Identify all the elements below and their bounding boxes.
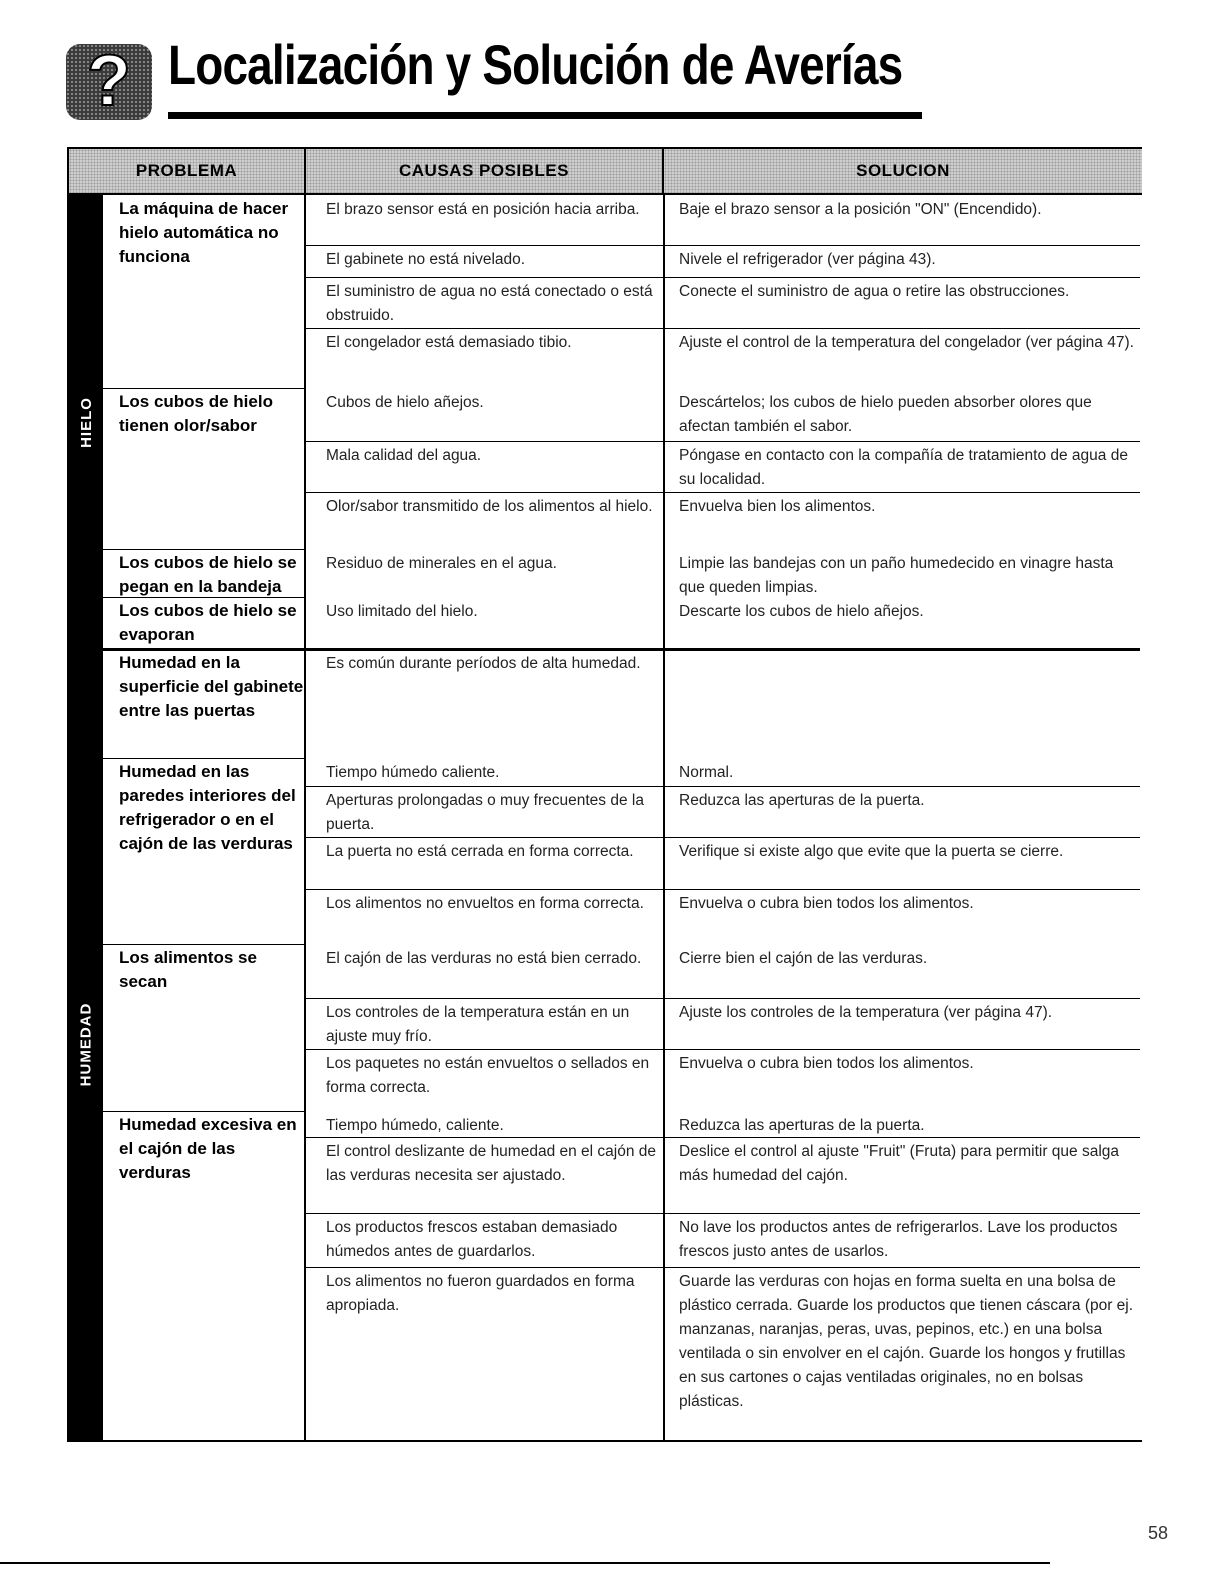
solution-cell: Póngase en contacto con la compañía de tratamiento de agua de su localidad. [679,447,1128,488]
section-band-hielo [69,195,103,649]
table-row [306,195,1142,245]
table-row [306,1137,1142,1213]
table-row [306,492,1142,549]
table-row [306,277,1142,328]
solution-cell: Baje el brazo sensor a la posición "ON" (Encendido). [679,201,1042,218]
table-row [306,758,1142,786]
solution-cell: No lave los productos antes de refrigerarlos. Lave los productos frescos justo antes de usarlos. [679,1219,1118,1260]
row-divider [306,492,1140,493]
solution-cell: Normal. [679,764,734,781]
row-divider [306,1137,1140,1138]
table-row [306,889,1142,944]
section-divider [103,648,1140,651]
row-divider [306,786,1140,787]
row-divider [306,837,1140,838]
table-row [306,1213,1142,1267]
problem-title: Los cubos de hielo se pegan en la bandeja [119,553,297,596]
table-row [306,549,1142,597]
table-row [306,998,1142,1049]
section-label: HIELO [77,396,95,448]
table-row [306,1111,1142,1137]
cause-cell: El suministro de agua no está conectado o está obstruido. [326,283,653,324]
table-row [306,944,1142,998]
solution-cell: Ajuste el control de la temperatura del congelador (ver página 47). [679,334,1134,351]
solution-cell: Verifique si existe algo que evite que la puerta se cierre. [679,843,1064,860]
table-row [306,441,1142,492]
cause-cell: Mala calidad del agua. [326,447,482,464]
column-divider [304,195,306,1440]
table-row [306,245,1142,277]
table-row [306,1267,1142,1440]
cause-cell: Residuo de minerales en el agua. [326,555,557,572]
column-header-solucion: SOLUCION [664,149,1142,195]
cause-cell: Cubos de hielo añejos. [326,394,484,411]
cause-cell: Los productos frescos estaban demasiado húmedos antes de guardarlos. [326,1219,618,1260]
cause-cell: El brazo sensor está en posición hacia arriba. [326,201,640,218]
cause-cell: Uso limitado del hielo. [326,603,478,620]
row-divider [306,1267,1140,1268]
cause-cell: El control deslizante de humedad en el cajón de las verduras necesita ser ajustado. [326,1143,657,1184]
cause-cell: Aperturas prolongadas o muy frecuentes de la puerta. [326,792,644,833]
row-divider [306,998,1140,999]
page-header [66,33,922,124]
cause-cell: Olor/sabor transmitido de los alimentos al hielo. [326,498,653,515]
table-row [306,1049,1142,1111]
cause-cell: Los paquetes no están envueltos o sellados en forma correcta. [326,1055,650,1096]
solution-cell: Deslice el control al ajuste "Fruit" (Fruta) para permitir que salga más humedad del cajón. [679,1143,1120,1184]
solution-cell: Nivele el refrigerador (ver página 43). [679,251,936,268]
problem-title: Humedad en la superficie del gabinete entre las puertas [119,653,304,720]
solution-cell: Ajuste los controles de la temperatura (ver página 47). [679,1004,1053,1021]
column-header-causas: CAUSAS POSIBLES [306,149,664,195]
solution-cell: Limpie las bandejas con un paño humedecido en vinagre hasta que queden limpias. [679,555,1114,596]
row-divider [306,1213,1140,1214]
row-divider [306,245,1140,246]
table-row [306,597,1142,649]
problem-title: Humedad excesiva en el cajón de las verduras [119,1115,297,1182]
table-row [306,837,1142,889]
solution-cell: Descártelos; los cubos de hielo pueden absorber olores que afectan también el sabor. [679,394,1092,435]
problem-title: Los alimentos se secan [119,948,257,991]
footer-rule [0,1562,1050,1564]
cause-cell: El cajón de las verduras no está bien cerrado. [326,950,642,967]
solution-cell: Guarde las verduras con hojas en forma suelta en una bolsa de plástico cerrada. Guarde los productos que tienen cáscara (por ej. manzanas, naranjas, peras, uvas, pepinos, etc.) en una bolsa ventilada o sin envolver en el cajón. Guarde los hongos y frutillas en sus cartones o cajas ventiladas originales, no en bolsas plásticas. [679,1273,1134,1410]
cause-cell: Tiempo húmedo caliente. [326,764,500,781]
solution-cell: Envuelva o cubra bien todos los alimentos. [679,1055,974,1072]
table-body [69,195,1140,1440]
troubleshooting-table [67,147,1142,1442]
problem-title: Los cubos de hielo se evaporan [119,601,297,644]
question-mark-icon: ? [66,44,152,120]
table-row [306,328,1142,388]
title-underline [168,112,922,119]
cause-cell: El congelador está demasiado tibio. [326,334,572,351]
solution-cell: Reduzca las aperturas de la puerta. [679,792,925,809]
cause-cell: Los controles de la temperatura están en un ajuste muy frío. [326,1004,630,1045]
table-row [306,649,1142,758]
cause-cell: La puerta no está cerrada en forma correcta. [326,843,634,860]
problem-title: Los cubos de hielo tienen olor/sabor [119,392,273,435]
cause-cell: Los alimentos no fueron guardados en forma apropiada. [326,1273,635,1314]
row-divider [306,1049,1140,1050]
page-title: Localización y Solución de Averías [168,33,903,96]
section-label: HUMEDAD [77,1002,95,1087]
solution-cell: Cierre bien el cajón de las verduras. [679,950,928,967]
solution-cell: Envuelva bien los alimentos. [679,498,876,515]
solution-cell: Descarte los cubos de hielo añejos. [679,603,924,620]
solution-cell: Envuelva o cubra bien todos los alimentos. [679,895,974,912]
solution-cell [664,649,1142,758]
column-header-problema: PROBLEMA [69,149,306,195]
table-row [306,786,1142,837]
row-divider [306,328,1140,329]
page-number: 58 [1148,1523,1169,1543]
cause-cell: El gabinete no está nivelado. [326,251,526,268]
cause-cell: Es común durante períodos de alta humedad. [326,655,641,672]
cause-cell: Tiempo húmedo, caliente. [326,1117,504,1134]
table-row [306,388,1142,441]
section-band-humedad [69,649,103,1440]
problem-title: La máquina de hacer hielo automática no funciona [119,199,289,266]
row-divider [306,889,1140,890]
table-header [69,149,1140,195]
cause-cell: Los alimentos no envueltos en forma correcta. [326,895,644,912]
row-divider [306,277,1140,278]
column-divider [663,195,665,1440]
solution-cell: Reduzca las aperturas de la puerta. [679,1117,925,1134]
problem-title: Humedad en las paredes interiores del refrigerador o en el cajón de las verduras [119,762,296,853]
row-divider [306,441,1140,442]
solution-cell: Conecte el suministro de agua o retire las obstrucciones. [679,283,1070,300]
